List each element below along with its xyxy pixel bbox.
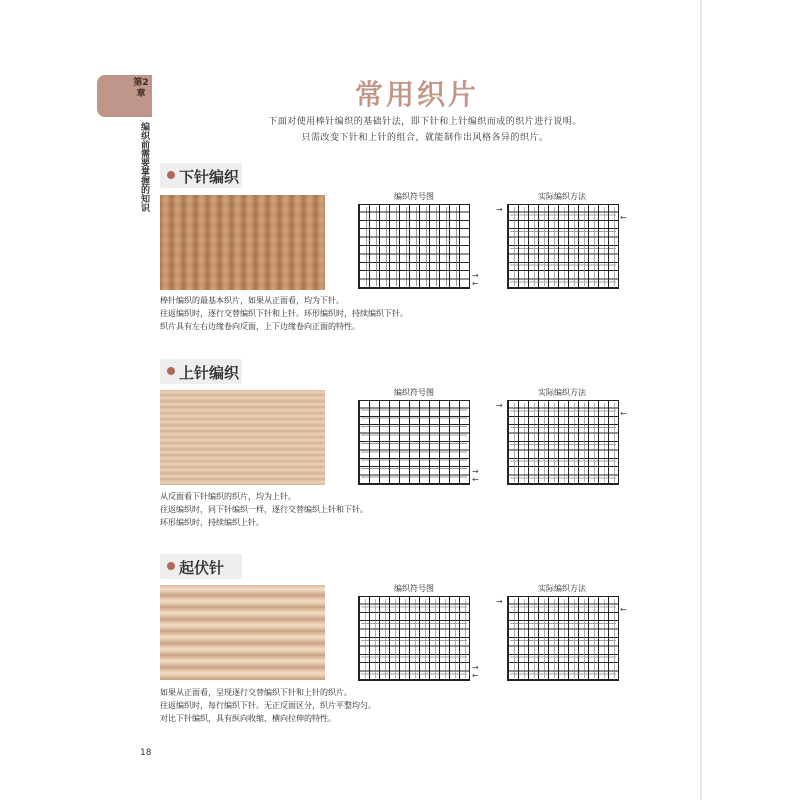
row-arrow-left-icon: ← [620,605,627,614]
row-arrow-right-icon: → [496,401,503,410]
intro-line: 只需改变下针和上针的组合，就能制作出风格各异的织片。 [301,133,549,143]
row-arrow-right-icon: → [472,467,479,476]
symbol-chart-grid [358,596,470,681]
chart-title-symbol: 编织符号图 [394,584,434,593]
method-chart-grid [507,596,619,681]
page-number: 18 [140,748,152,758]
row-arrow-left-icon: ← [472,671,479,680]
desc-line: 织片具有左右边缘卷向反面，上下边缘卷向正面的特性。 [160,322,360,331]
section-header-stockinette [160,163,242,188]
bullet-icon [167,562,175,570]
symbol-chart-grid [358,400,470,485]
row-arrow-right-icon: → [496,597,503,606]
chart-title-symbol: 编织符号图 [394,192,434,201]
chart-title-symbol: 编织符号图 [394,388,434,397]
symbol-chart-grid [358,204,470,289]
section-header-reverse [160,359,242,384]
swatch-image-garter [160,585,325,680]
desc-line: 从反面看下针编织的织片，均为上针。 [160,492,296,501]
desc-line: 往返编织时，逐行交替编织下针和上针。环形编织时，持续编织下针。 [160,309,408,318]
desc-line: 环形编织时，持续编织上针。 [160,518,264,527]
section-title: 下针编织 [179,168,240,186]
row-arrow-right-icon: → [472,271,479,280]
bullet-icon [167,367,175,375]
swatch-image-stockinette [160,195,325,290]
section-header-garter [160,554,242,579]
row-arrow-left-icon: ← [620,409,627,418]
chart-title-method: 实际编织方法 [538,584,586,593]
page-title: 常用织片 [355,78,480,111]
chapter-side-text: 编织前需要掌握的知识 [139,122,149,212]
bullet-icon [167,171,175,179]
method-chart-grid [507,400,619,485]
row-arrow-left-icon: ← [472,279,479,288]
method-chart-grid [507,204,619,289]
row-arrow-left-icon: ← [472,475,479,484]
intro-text [245,114,605,146]
desc-line: 对比下针编织，具有纵向收缩、横向拉伸的特性。 [160,714,336,723]
swatch-image-reverse [160,390,325,485]
desc-line: 如果从正面看，呈现逐行交替编织下针和上针的织片。 [160,688,352,697]
chapter-label: 第2章 [133,78,149,99]
chart-title-method: 实际编织方法 [538,192,586,201]
row-arrow-left-icon: ← [620,213,627,222]
desc-line: 往返编织时，每行编织下针。无正反面区分，织片平整均匀。 [160,701,376,710]
section-title: 上针编织 [179,364,240,382]
page-edge [700,0,702,800]
section-description [160,490,460,529]
row-arrow-right-icon: → [472,663,479,672]
section-description [160,686,460,725]
desc-line: 棒针编织的最基本织片，如果从正面看，均为下针。 [160,296,344,305]
row-arrow-right-icon: → [496,205,503,214]
section-description [160,294,460,333]
chart-title-method: 实际编织方法 [538,388,586,397]
desc-line: 往返编织时，同下针编织一样，逐行交替编织上针和下针。 [160,505,368,514]
intro-line: 下面对使用棒针编织的基础针法，即下针和上针编织而成的织片进行说明。 [268,117,582,127]
section-title: 起伏针 [179,559,225,577]
